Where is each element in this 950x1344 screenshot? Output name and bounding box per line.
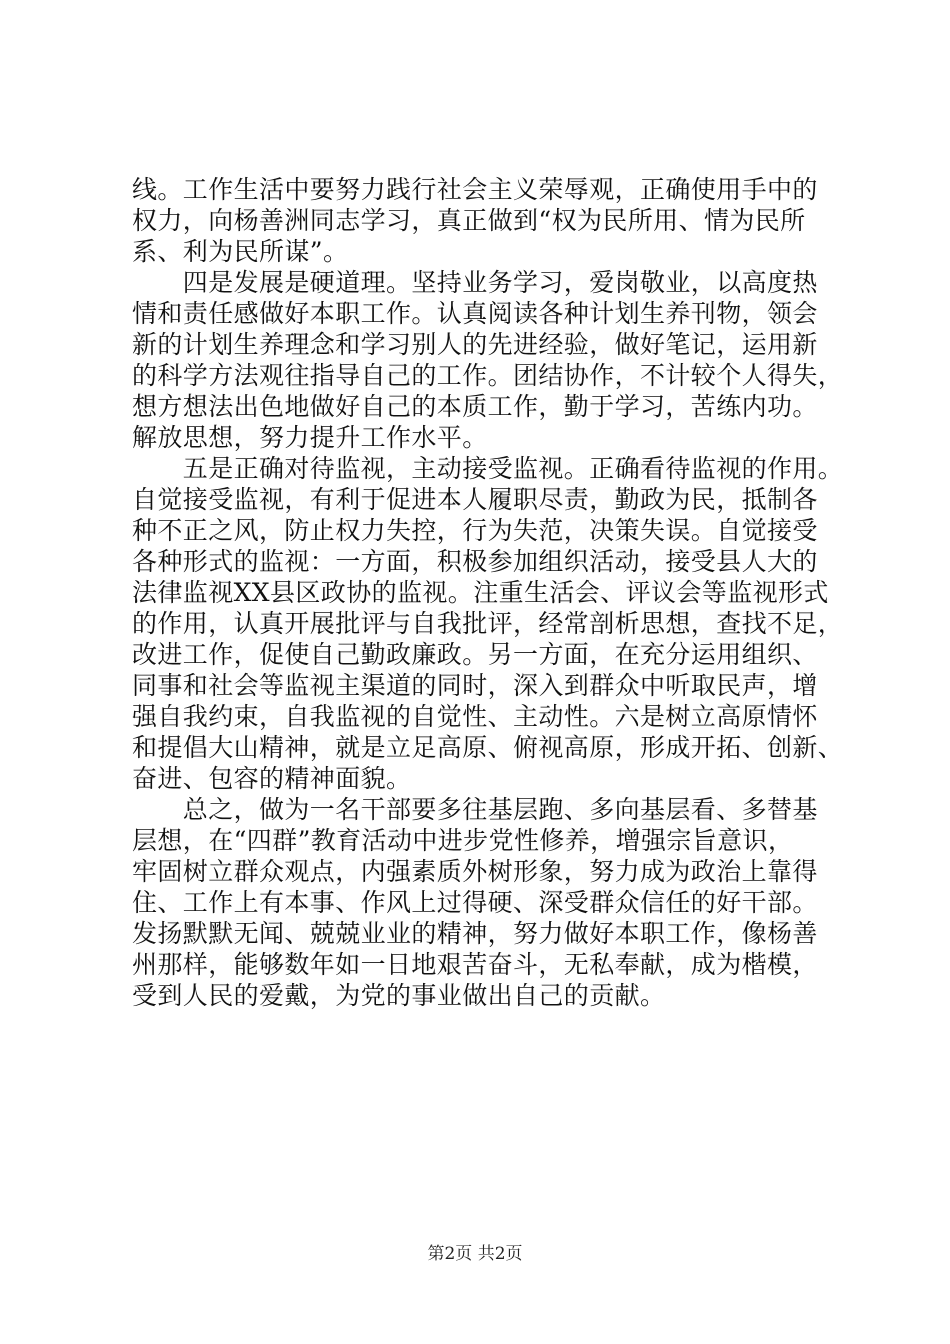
- text-line: 受到人民的爱戴，为党的事业做出自己的贡献。: [132, 981, 666, 1010]
- text-line: 层想，在“四群”教育活动中进步党性修养，增强宗旨意识，: [132, 826, 794, 855]
- text-line: 新的计划生养理念和学习别人的先进经验，做好笔记，运用新: [132, 330, 818, 359]
- text-line: 线。工作生活中要努力践行社会主义荣辱观，正确使用手中的: [132, 175, 818, 204]
- text-line: 法律监视XX县区政协的监视。注重生活会、评议会等监视形式: [132, 578, 829, 607]
- text-line: 改进工作，促使自己勤政廉政。另一方面，在充分运用组织、: [132, 640, 818, 669]
- text-line: 四是发展是硬道理。坚持业务学习，爱岗敬业，以高度热: [132, 268, 818, 297]
- text-line: 五是正确对待监视，主动接受监视。正确看待监视的作用。: [132, 454, 844, 483]
- text-line: 的作用，认真开展批评与自我批评，经常剖析思想，查找不足，: [132, 609, 844, 638]
- text-line: 各种形式的监视：一方面，积极参加组织活动，接受县人大的: [132, 547, 818, 576]
- text-line: 强自我约束，自我监视的自觉性、主动性。六是树立高原情怀: [132, 702, 818, 731]
- text-line: 情和责任感做好本职工作。认真阅读各种计划生养刊物，领会: [132, 299, 818, 328]
- text-line: 同事和社会等监视主渠道的同时，深入到群众中听取民声，增: [132, 671, 818, 700]
- text-line: 系、利为民所谋”。: [132, 237, 349, 266]
- text-line: 州那样，能够数年如一日地艰苦奋斗，无私奉献，成为楷模，: [132, 950, 818, 979]
- text-line: 自觉接受监视，有利于促进本人履职尽责，勤政为民，抵制各: [132, 485, 818, 514]
- text-line: 住、工作上有本事、作风上过得硬、深受群众信任的好干部。: [132, 888, 818, 917]
- text-line: 发扬默默无闻、兢兢业业的精神，努力做好本职工作，像杨善: [132, 919, 818, 948]
- text-line: 权力，向杨善洲同志学习，真正做到“权为民所用、情为民所: [132, 206, 806, 235]
- document-body: [132, 174, 844, 1011]
- text-line: 解放思想，努力提升工作水平。: [132, 423, 488, 452]
- text-line: 的科学方法观往指导自己的工作。团结协作，不计较个人得失，: [132, 361, 844, 390]
- text-line: 想方想法出色地做好自己的本质工作，勤于学习，苦练内功。: [132, 392, 818, 421]
- page-number-footer: 第2页 共2页: [427, 1244, 523, 1264]
- text-line: 种不正之风，防止权力失控，行为失范，决策失误。自觉接受: [132, 516, 818, 545]
- text-line: 牢固树立群众观点，内强素质外树形象，努力成为政治上靠得: [132, 857, 818, 886]
- text-line: 总之，做为一名干部要多往基层跑、多向基层看、多替基: [132, 795, 818, 824]
- text-line: 和提倡大山精神，就是立足高原、俯视高原，形成开拓、创新、: [132, 733, 844, 762]
- text-line: 奋进、包容的精神面貌。: [132, 764, 412, 793]
